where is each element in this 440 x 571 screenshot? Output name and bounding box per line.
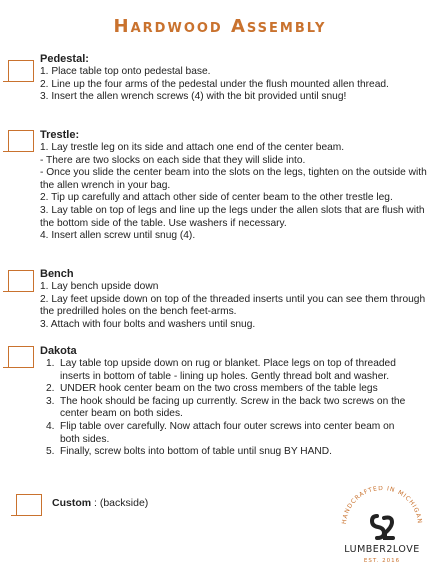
trestle-checkbox[interactable] xyxy=(8,130,34,152)
custom-checkbox[interactable] xyxy=(16,494,42,516)
instruction-line: 2. Tip up carefully and attach other side of center beam to the other trestle leg. xyxy=(40,192,393,204)
instruction-line: 1. Lay trestle leg on its side and attach one end of the center beam. xyxy=(40,142,345,153)
pedestal-checkbox[interactable] xyxy=(8,60,34,82)
lumber2love-logo xyxy=(332,486,432,566)
instruction-line: 3. Lay table on top of legs and line up the legs under the allen slots that are flush with the bottom side of the table. Use washers if necessary. xyxy=(40,204,425,229)
list-item: 3. The hook should be facing up currently. Screw in the back two screws on the center beam on both sides. xyxy=(46,395,406,420)
section-heading: Trestle: xyxy=(40,129,80,141)
logo-brand: LUMBER2LOVE xyxy=(344,544,420,555)
custom-label: Custom : (backside) xyxy=(52,497,149,509)
instruction-line: 3. Insert the allen wrench screws (4) with the bit provided until snug! xyxy=(40,91,347,103)
instruction-line: 3. Attach with four bolts and washers until snug. xyxy=(40,318,256,330)
section-trestle xyxy=(40,129,435,243)
logo-est: EST. 2016 xyxy=(363,558,401,564)
dakota-steps xyxy=(40,358,408,459)
svg-text:HANDCRAFTED IN MICHIGAN xyxy=(341,486,423,524)
section-heading: Bench xyxy=(40,268,74,280)
instruction-line: - There are two slocks on each side that they will slide into. xyxy=(40,154,306,166)
list-item: 4. Flip table over carefully. Now attach four outer screws into center beam on both sides. xyxy=(46,420,395,445)
instruction-line: 4. Insert allen screw until snug (4). xyxy=(40,230,196,242)
dakota-checkbox[interactable] xyxy=(8,346,34,368)
list-item: 2. UNDER hook center beam on the two cross members of the table legs xyxy=(46,383,378,395)
page-title: Hardwood Assembly xyxy=(113,16,327,37)
instruction-line: 1. Lay bench upside down xyxy=(40,281,159,292)
bench-checkbox[interactable] xyxy=(8,270,34,292)
list-item: 5. Finally, screw bolts into bottom of table until snug BY HAND. xyxy=(46,446,332,458)
section-dakota xyxy=(40,345,408,459)
instruction-line: 1. Place table top onto pedestal base. xyxy=(40,66,211,77)
instruction-line: 2. Lay feet upside down on top of the threaded inserts until you can see them through the predrilled holes on the bench feet-arms. xyxy=(40,293,426,318)
instruction-line: 2. Line up the four arms of the pedestal under the flush mounted allen thread. xyxy=(40,78,389,90)
section-pedestal xyxy=(40,53,432,104)
section-heading: Dakota xyxy=(40,345,77,357)
instruction-line: - Once you slide the center beam into the slots on the legs, tighten on the outside with the allen wrench in your bag. xyxy=(40,167,427,191)
logo-arc-text: HANDCRAFTED IN MICHIGAN xyxy=(340,486,424,525)
list-item: 1. Lay table top upside down on rug or blanket. Place legs on top of threaded inserts in bottom of table - lining up holes. Gently thread bolt and washer. xyxy=(46,358,396,382)
section-heading: Pedestal: xyxy=(40,53,89,65)
logo-monogram-icon xyxy=(372,516,393,538)
logo-graphic xyxy=(332,486,432,566)
section-bench xyxy=(40,268,432,331)
